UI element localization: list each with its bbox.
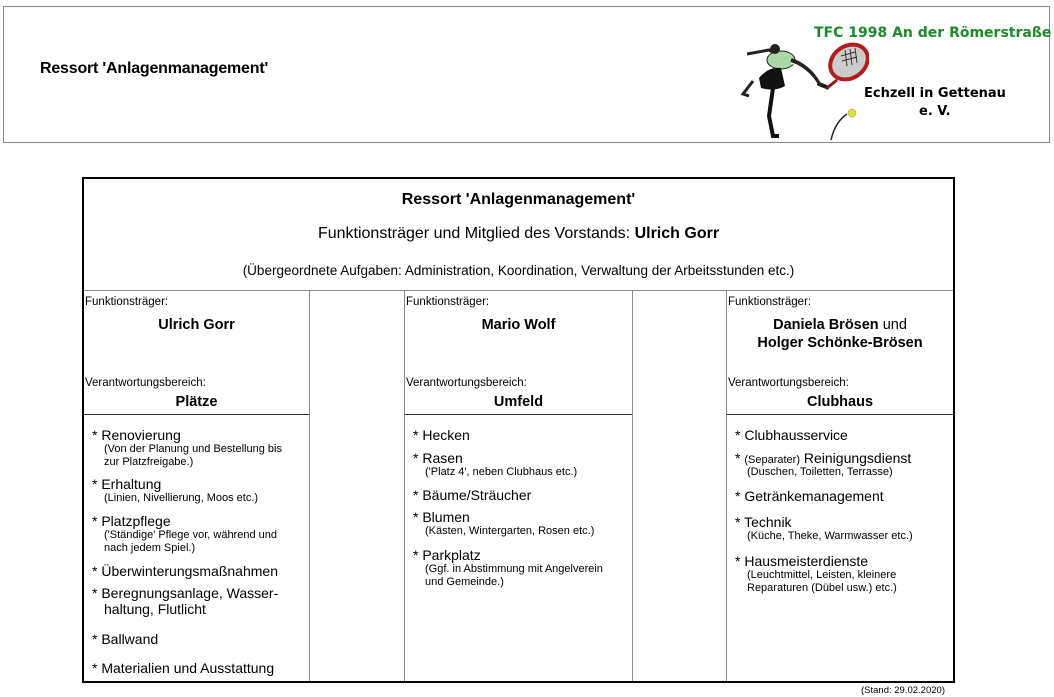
area-label: Verantwortungsbereich: (406, 377, 527, 389)
column-spacer (310, 291, 405, 681)
task-continuation: haltung, Flutlicht (104, 601, 206, 617)
task-qualifier: (Separater) (744, 454, 800, 466)
task-item (92, 660, 307, 676)
task-detail: (Von der Planung und Bestellung bis zur Platzfreigabe.) (104, 443, 282, 468)
task-title: * Platzpflege (92, 513, 171, 529)
person-names (727, 316, 953, 352)
task-title: * Hecken (413, 427, 470, 443)
task-title: * Renovierung (92, 427, 181, 443)
page-title: Ressort 'Anlagenmanagement' (40, 60, 269, 77)
area-name: Plätze (175, 394, 218, 410)
org-subtitle (84, 225, 953, 243)
task-item (92, 563, 307, 579)
task-title: * Technik (735, 514, 792, 530)
column-header (84, 291, 309, 415)
task-detail: (Ggf. in Abstimmung mit Angelverein und Gemeinde.) (425, 563, 603, 588)
header-box (3, 6, 1050, 143)
task-item (413, 487, 630, 503)
task-detail: (Küche, Theke, Warmwasser etc.) (747, 530, 913, 542)
column-plaetze (84, 291, 310, 681)
status-date: (Stand: 29.02.2020) (861, 685, 945, 696)
task-detail: (Leuchtmittel, Leisten, kleinere Reparaturen (Dübel usw.) etc.) (747, 569, 897, 594)
org-title: Ressort 'Anlagenmanagement' (401, 191, 636, 208)
task-title: Reinigungsdienst (803, 450, 912, 466)
org-chart-header (84, 179, 953, 291)
task-title: * Ballwand (92, 631, 159, 647)
task-item (735, 450, 951, 479)
person-name: Ulrich Gorr (158, 317, 235, 333)
task-bullet: * (735, 450, 741, 466)
column-spacer (633, 291, 727, 681)
org-note: (Übergeordnete Aufgaben: Administration, Koordination, Verwaltung der Arbeitsstunden etc.) (242, 263, 795, 278)
logo-location: Echzell in Gettenau (864, 86, 1006, 101)
task-item (92, 476, 307, 505)
task-item (735, 514, 951, 543)
task-title: * Clubhausservice (735, 427, 848, 443)
task-detail: (Linien, Nivellierung, Moos etc.) (104, 492, 259, 504)
column-umfeld (405, 291, 633, 681)
function-label: Funktionsträger: (85, 296, 169, 308)
task-item (413, 450, 630, 479)
area-name: Umfeld (493, 394, 544, 410)
area-label: Verantwortungsbereich: (85, 377, 206, 389)
task-title: * Überwinterungsmaßnahmen (92, 563, 278, 579)
task-item (92, 427, 307, 469)
task-title: * Bäume/Sträucher (413, 487, 532, 503)
task-item (92, 513, 307, 555)
task-item (735, 488, 951, 504)
tennis-player-icon (739, 36, 869, 146)
task-item (413, 427, 630, 443)
function-label: Funktionsträger: (728, 296, 812, 308)
task-title: * Blumen (413, 509, 470, 525)
task-detail: ('Ständige' Pflege vor, während und nach jedem Spiel.) (104, 529, 277, 554)
org-chart (82, 177, 955, 683)
area-name: Clubhaus (806, 394, 874, 410)
task-title: * Getränkemanagement (735, 488, 884, 504)
task-item (413, 509, 630, 538)
club-logo (739, 21, 1054, 143)
column-header (727, 291, 953, 415)
column-header (405, 291, 632, 415)
task-list (413, 427, 630, 589)
task-title: * Parkplatz (413, 547, 481, 563)
person-join: und (882, 317, 907, 333)
board-member-label: Funktionsträger und Mitglied des Vorstands: (317, 225, 631, 242)
area-label: Verantwortungsbereich: (728, 377, 849, 389)
board-member-name: Ulrich Gorr (634, 225, 720, 242)
task-item (92, 585, 307, 617)
task-title: * Rasen (413, 450, 463, 466)
task-detail: (Duschen, Toiletten, Terrasse) (747, 466, 893, 478)
person-name: Holger Schönke-Brösen (757, 335, 923, 351)
person-name: Daniela Brösen (773, 317, 879, 333)
task-list (92, 427, 307, 676)
task-item (413, 547, 630, 589)
task-title: * Hausmeisterdienste (735, 553, 869, 569)
task-title: * Beregnungsanlage, Wasser- (92, 585, 279, 601)
task-title: * Erhaltung (92, 476, 162, 492)
task-item (92, 631, 307, 647)
person-name: Mario Wolf (481, 317, 556, 333)
task-item (735, 427, 951, 443)
task-detail: (Kästen, Wintergarten, Rosen etc.) (425, 525, 595, 537)
logo-club-name: TFC 1998 An der Römerstraße (814, 25, 1052, 41)
function-label: Funktionsträger: (406, 296, 490, 308)
task-title: * Materialien und Ausstattung (92, 660, 275, 676)
logo-suffix: e. V. (919, 104, 951, 119)
task-item (735, 553, 951, 595)
column-clubhaus (727, 291, 953, 681)
task-detail: ('Platz 4', neben Clubhaus etc.) (425, 466, 578, 478)
task-list (735, 427, 951, 595)
